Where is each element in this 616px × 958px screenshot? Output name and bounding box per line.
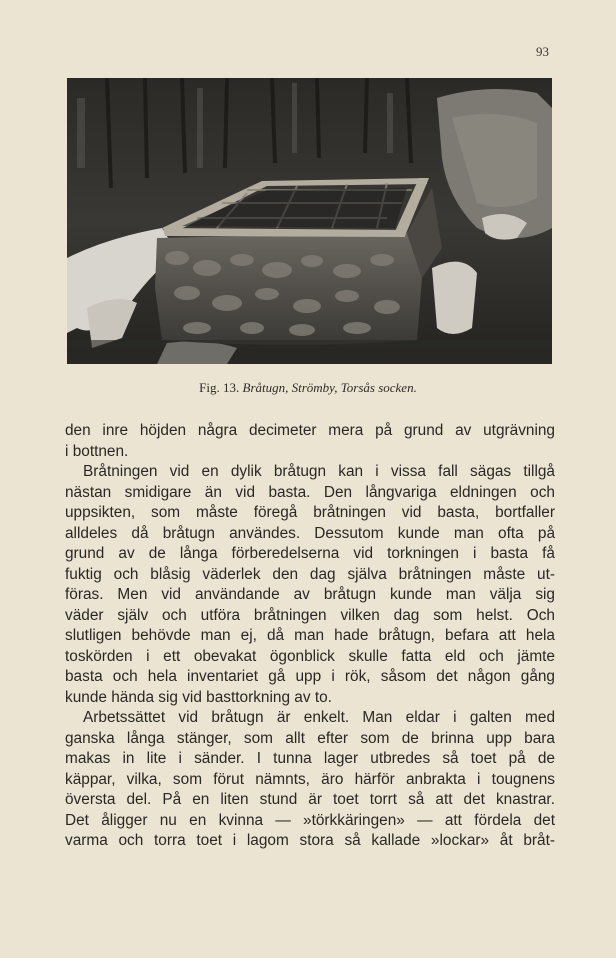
figure-caption [0,380,616,396]
text-line: översta del. På en liten stund är toet torrt så att det knastrar. [65,791,555,808]
text-line: fuktig och blåsig väderlek den dag själva bråtningen måste ut- [65,565,555,583]
snow-right [432,262,477,334]
text-line: nästan smidigare än vid basta. Den långvariga eldningen och [65,483,555,501]
text-line: väder själv och utföra bråtningen vilken dag som helst. Och [65,606,555,624]
text-line: basta och hela inventariet gå upp i rök, såsom det någon gång [65,668,555,685]
text-line: uppsikten, som måste föregå bråtningen vid basta, bortfaller [65,504,555,521]
text-line: Det åligger nu en kvinna — »törkkäringen» — att fördela det [65,811,555,829]
text-line: den inre höjden några decimeter mera på grund av utgrävning [65,422,555,439]
text-line: Arbetssättet vid bråtugn är enkelt. Man eldar i galten med [83,709,555,726]
paragraph-2 [65,462,555,708]
paragraph-1 [65,421,555,462]
text-line: makas in lite i sänder. I tunna lager utbredes så toet på de [65,750,555,767]
figure-label: Fig. 13. [199,380,240,395]
text-line: toskörden i ett obevakat ögonblick skulle fatta eld och jämte [65,647,555,665]
text-line: varma och torra toet i lagom stora så kallade »lockar» åt bråt- [65,832,555,849]
text-line: i bottnen. [65,442,129,460]
text-line: Bråtningen vid en dylik bråtugn kan i vissa fall sägas tillgå [83,463,555,480]
text-line: ganska långa stänger, som allt efter som de brinna upp bara [65,729,555,747]
paragraph-3 [65,708,555,852]
text-line: föras. Men vid användande av bråtugn kunde man välja sig [65,586,555,603]
page-number: 93 [536,44,549,59]
text-line: slutligen behövde man ej, då man hade bråtugn, befara att hela [65,627,555,644]
body-text [65,421,555,852]
text-line: alldeles då bråtugn användes. Dessutom kunde man ofta på [65,524,555,542]
text-line: käppar, vilka, som förut nämnts, äro härför anbrakta i tougnens [65,770,555,788]
text-line: kunde hända sig vid basttorkning av to. [65,688,332,706]
text-line: grund av de långa förberedelserna vid torkningen i basta få [65,545,555,562]
figure-title: Bråtugn, Strömby, Torsås socken. [242,380,417,395]
stone-kiln-photo [67,78,552,364]
figure-photo [67,78,552,364]
